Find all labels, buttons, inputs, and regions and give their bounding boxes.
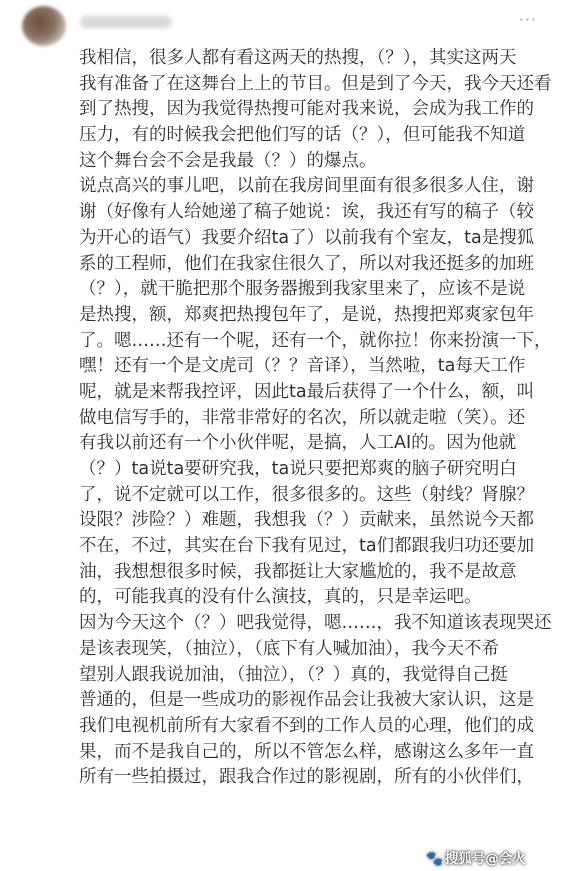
text-line: 望别人跟我说加油，（抽泣），（？）真的，我觉得自己挺	[79, 664, 508, 685]
text-line: 压力，有的时候我会把他们写的话（？），但可能我不知道	[79, 125, 526, 146]
text-line: 到了热搜，因为我觉得热搜可能对我来说，会成为我工作的	[79, 99, 534, 120]
paragraph	[79, 46, 563, 174]
text-line: （？）ta说ta要研究我，ta说只要把郑爽的脑子研究明白	[79, 459, 517, 479]
text-line: 了，说不定就可以工作，很多很多的。这些（射线？肾腺？	[79, 484, 534, 505]
username-blurred[interactable]	[80, 16, 172, 28]
text-line: 不在，不过，其实在台下我有见过，ta们都跟我归功还要加	[79, 536, 535, 557]
text-line: 设限？涉险？）难题，我想我（？）贡献来，虽然说今天都	[79, 510, 534, 531]
watermark-text: 搜狐号@会火	[444, 851, 526, 867]
post-header	[0, 0, 573, 46]
paw-icon: 🐾	[426, 851, 443, 867]
text-line: 的，可能我真的没有什么演技，真的，只是幸运吧。	[79, 587, 482, 608]
text-line: 说点高兴的事儿吧，以前在我房间里面有很多很多人住，谢	[79, 176, 534, 197]
text-line: 为开心的语气）我要介绍ta了）以前我有个室友，ta是搜狐	[79, 227, 535, 248]
text-line: 我们电视机前所有大家看不到的工作人员的心理，他们的成	[79, 715, 534, 736]
paragraph	[79, 174, 563, 611]
text-line: 果，而不是我自己的，所以不管怎么样，感谢这么多年一直	[79, 741, 534, 762]
text-line: 呢，就是来帮我控评，因此ta最后获得了一个什么，额，叫	[79, 381, 535, 402]
text-line: 谢（好像有人给她递了稿子她说：诶，我还有写的稿子（较	[79, 202, 534, 223]
text-line: 有我以前还有一个小伙伴呢，是搞，人工AI的。因为他就	[79, 433, 517, 454]
post-body	[79, 46, 563, 791]
text-line: 是热搜，额，郑爽把热搜包年了，是说，热搜把郑爽家包年	[79, 304, 534, 325]
text-line: 做电信写手的，非常非常好的名次，所以就走啦（笑）。还	[79, 407, 526, 428]
more-dots-icon[interactable]: ···	[518, 10, 537, 29]
avatar[interactable]	[22, 6, 66, 46]
text-line: 嘿！还有一个是文虎司（？？音译），当然啦，ta每天工作	[79, 356, 526, 377]
text-line: 这个舞台会不会是我最（？）的爆点。	[79, 150, 377, 171]
text-line: 了。嗯……还有一个呢，还有一个，就你拉！你来扮演一下，	[79, 330, 552, 351]
text-line: 我有准备了在这舞台上上的节目。但是到了今天，我今天还看	[79, 73, 552, 94]
text-line: 系的工程师，他们在我家住很久了，所以对我还挺多的加班	[79, 253, 534, 274]
text-line: 是该表现笑，（抽泣），（底下有人喊加油），我今天不希	[79, 638, 499, 659]
paragraph	[79, 611, 563, 791]
text-line: （？），就干脆把那个服务器搬到我家里来了，应该不是说	[79, 279, 526, 300]
text-line: 因为今天这个（？）吧我觉得，嗯……，我不知道该表现哭还	[79, 613, 552, 634]
text-line: 所有一些拍摄过，跟我合作过的影视剧，所有的小伙伴们，	[79, 767, 534, 788]
watermark	[426, 848, 526, 870]
text-line: 我相信，很多人都有看这两天的热搜，（？），其实这两天	[79, 48, 517, 68]
text-line: 油，我想想很多时候，我都挺让大家尴尬的，我不是故意	[79, 561, 517, 582]
text-line: 普通的，但是一些成功的影视作品会让我被大家认识，这是	[79, 690, 534, 711]
